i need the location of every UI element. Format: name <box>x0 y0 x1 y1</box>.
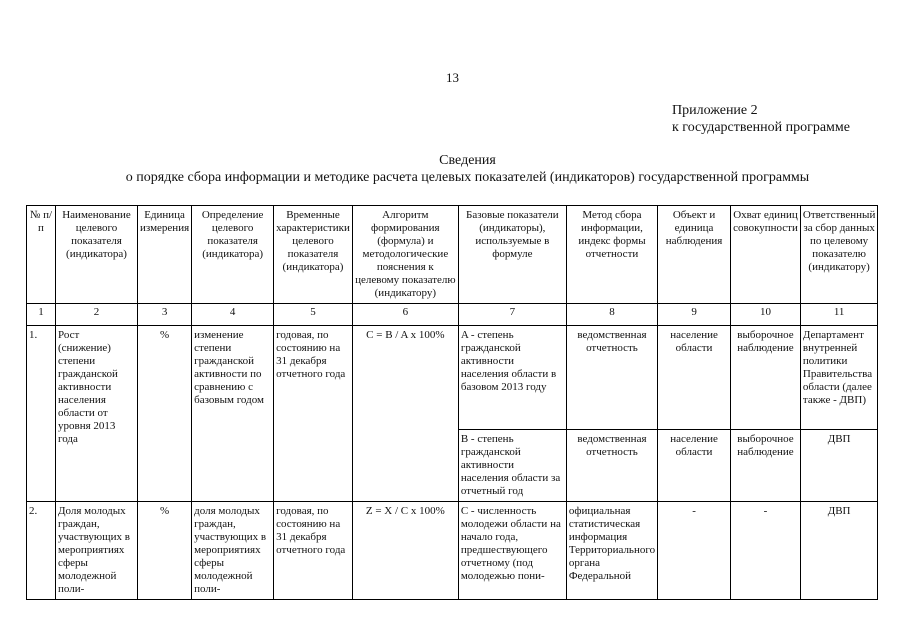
header-cell: № п/п <box>27 206 56 304</box>
header-row <box>27 206 878 304</box>
column-number: 4 <box>192 304 274 326</box>
document-heading <box>0 152 905 186</box>
unit-cell: % <box>138 502 192 600</box>
column-number: 6 <box>352 304 458 326</box>
base-indicator-cell: B - степень гражданской активности населения области за отчетный год <box>458 430 566 502</box>
indicators-table <box>26 205 878 600</box>
row-number: 1. <box>27 326 56 502</box>
responsible-cell: ДВП <box>800 502 877 600</box>
header-cell: Временные характеристики целевого показателя (индикатора) <box>274 206 353 304</box>
column-number: 3 <box>138 304 192 326</box>
coverage-cell: выборочное наблюдение <box>731 430 801 502</box>
column-number: 1 <box>27 304 56 326</box>
header-cell: Наименование целевого показателя (индикатора) <box>56 206 138 304</box>
column-number: 5 <box>274 304 353 326</box>
object-cell: население области <box>658 326 731 430</box>
heading-line-1: Сведения <box>439 153 496 168</box>
page-number: 13 <box>446 70 459 85</box>
column-number: 2 <box>56 304 138 326</box>
header-cell: Определение целевого показателя (индикатора) <box>192 206 274 304</box>
formula-cell: C = B / A x 100% <box>352 326 458 502</box>
coverage-cell: выборочное наблюдение <box>731 326 801 430</box>
column-number-row <box>27 304 878 326</box>
column-number: 9 <box>658 304 731 326</box>
definition-cell: доля молодых граждан, участвующих в мероприятиях сферы молодежной поли- <box>192 502 274 600</box>
unit-cell: % <box>138 326 192 502</box>
table-row <box>27 326 878 430</box>
definition-cell: изменение степени гражданской активности по сравнению с базовым годом <box>192 326 274 502</box>
method-cell: ведомственная отчетность <box>566 430 657 502</box>
heading-line-2: о порядке сбора информации и методике расчета целевых показателей (индикаторов) государственной программы <box>125 170 810 185</box>
timing-cell: годовая, по состоянию на 31 декабря отчетного года <box>274 326 353 502</box>
responsible-cell: Департамент внутренней политики Правительства области (далее также - ДВП) <box>800 326 877 430</box>
header-cell: Единица измерения <box>138 206 192 304</box>
base-indicator-cell: A - степень гражданской активности населения области в базовом 2013 году <box>458 326 566 430</box>
appendix-caption <box>672 102 850 136</box>
header-cell: Алгоритм формирования (формула) и методологические пояснения к целевому показателю (индикатору) <box>352 206 458 304</box>
timing-cell: годовая, по состоянию на 31 декабря отчетного года <box>274 502 353 600</box>
coverage-cell: - <box>731 502 801 600</box>
header-cell: Охват единиц совокупности <box>731 206 801 304</box>
column-number: 8 <box>566 304 657 326</box>
appendix-line-1: Приложение 2 <box>672 103 758 118</box>
header-cell: Базовые показатели (индикаторы), используемые в формуле <box>458 206 566 304</box>
indicator-name: Доля молодых граждан, участвующих в мероприятиях сферы молодежной поли- <box>56 502 138 600</box>
base-indicator-cell: C - численность молодежи области на начало года, предшествующего отчетному (под молодежью пони- <box>458 502 566 600</box>
column-number: 10 <box>731 304 801 326</box>
row-number: 2. <box>27 502 56 600</box>
object-cell: - <box>658 502 731 600</box>
method-cell: официальная статистическая информация Территориального органа Федеральной <box>566 502 657 600</box>
table-row <box>27 502 878 600</box>
formula-cell: Z = X / C x 100% <box>352 502 458 600</box>
column-number: 7 <box>458 304 566 326</box>
object-cell: население области <box>658 430 731 502</box>
appendix-line-2: к государственной программе <box>672 120 850 135</box>
header-cell: Метод сбора информации, индекс формы отчетности <box>566 206 657 304</box>
header-cell: Объект и единица наблюдения <box>658 206 731 304</box>
responsible-cell: ДВП <box>800 430 877 502</box>
indicator-name: Рост (снижение) степени гражданской активности населения области от уровня 2013 года <box>56 326 138 502</box>
header-cell: Ответственный за сбор данных по целевому показателю (индикатору) <box>800 206 877 304</box>
method-cell: ведомственная отчетность <box>566 326 657 430</box>
column-number: 11 <box>800 304 877 326</box>
